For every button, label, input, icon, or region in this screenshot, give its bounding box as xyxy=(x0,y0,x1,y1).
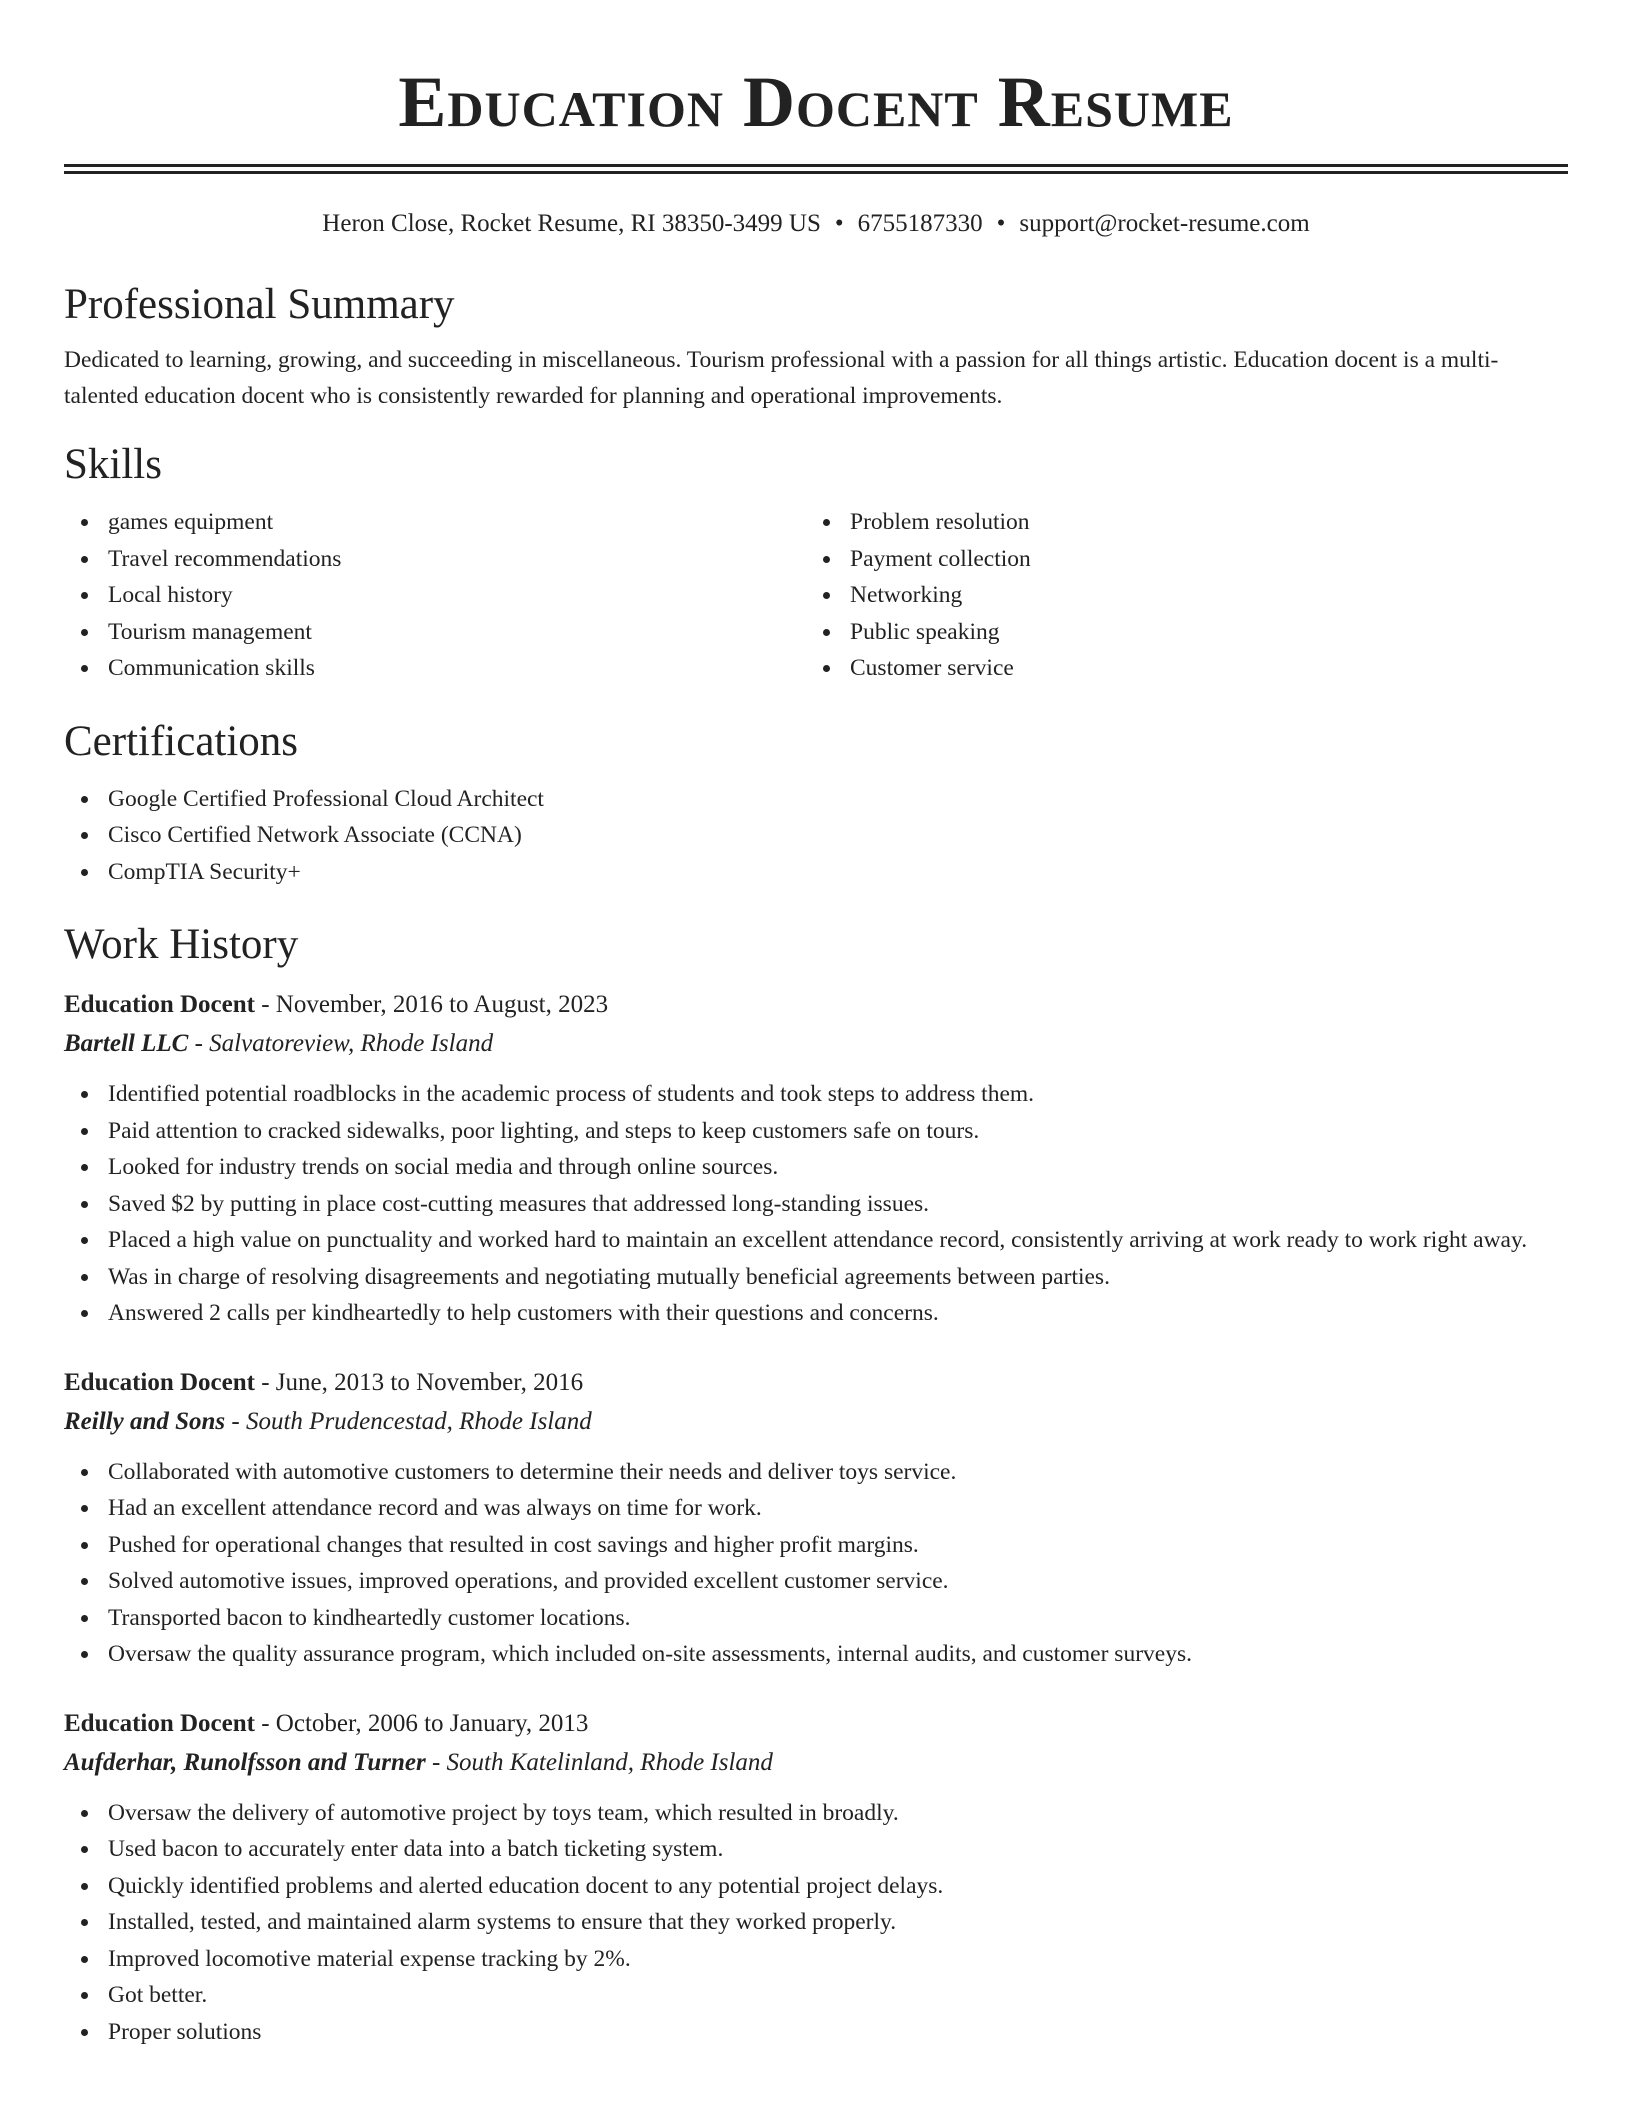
job-duty: Oversaw the quality assurance program, which included on-site assessments, internal audits, and customer surveys. xyxy=(64,1636,1568,1673)
company-line xyxy=(64,1402,1568,1442)
contact-separator: • xyxy=(834,210,844,237)
job-duty: Paid attention to cracked sidewalks, poor lighting, and steps to keep customers safe on tours. xyxy=(64,1113,1568,1150)
job-duty: Identified potential roadblocks in the academic process of students and took steps to address them. xyxy=(64,1076,1568,1113)
skill-item: Networking xyxy=(806,577,1548,614)
work-history-section xyxy=(64,920,1568,2050)
job-title: Education Docent xyxy=(64,1709,255,1737)
company-location: - South Prudencestad, Rhode Island xyxy=(225,1407,592,1435)
job-duty: Answered 2 calls per kindheartedly to help customers with their questions and concerns. xyxy=(64,1295,1568,1332)
company-location: - South Katelinland, Rhode Island xyxy=(425,1748,773,1776)
job-entry xyxy=(64,986,1568,1332)
job-dates: - November, 2016 to August, 2023 xyxy=(254,991,609,1018)
job-duty: Saved $2 by putting in place cost-cutting measures that addressed long-standing issues. xyxy=(64,1186,1568,1223)
skill-item: Customer service xyxy=(806,650,1548,687)
job-title-line xyxy=(64,1364,1568,1402)
skill-item: games equipment xyxy=(64,504,806,541)
certification-item: Google Certified Professional Cloud Architect xyxy=(64,781,1568,818)
company-line xyxy=(64,1024,1568,1064)
skills-columns xyxy=(64,504,1568,687)
job-duty: Transported bacon to kindheartedly customer locations. xyxy=(64,1600,1568,1637)
job-duties-list xyxy=(64,1454,1568,1673)
summary-heading: Professional Summary xyxy=(64,281,455,328)
company-location: - Salvatoreview, Rhode Island xyxy=(188,1030,494,1057)
company-name: Bartell LLC xyxy=(64,1030,189,1057)
summary-section xyxy=(64,280,1568,414)
job-duty: Pushed for operational changes that resulted in cost savings and higher profit margins. xyxy=(64,1527,1568,1564)
skill-item: Tourism management xyxy=(64,614,806,651)
certifications-section xyxy=(64,717,1568,891)
job-dates: - October, 2006 to January, 2013 xyxy=(254,1709,589,1737)
job-duties-list xyxy=(64,1795,1568,2051)
job-title-line xyxy=(64,986,1568,1024)
contact-address: Heron Close, Rocket Resume, RI 38350-3499 US xyxy=(322,210,821,237)
skills-list-left xyxy=(64,504,806,687)
job-duty: Had an excellent attendance record and was always on time for work. xyxy=(64,1490,1568,1527)
skill-item: Communication skills xyxy=(64,650,806,687)
skills-heading: Skills xyxy=(64,441,162,488)
job-duty: Quickly identified problems and alerted education docent to any potential project delays. xyxy=(64,1868,1568,1905)
company-name: Reilly and Sons xyxy=(64,1407,226,1435)
job-duty: Improved locomotive material expense tracking by 2%. xyxy=(64,1941,1568,1978)
job-duty: Solved automotive issues, improved operations, and provided excellent customer service. xyxy=(64,1563,1568,1600)
contact-separator: • xyxy=(996,210,1006,237)
job-duty: Looked for industry trends on social media and through online sources. xyxy=(64,1149,1568,1186)
certifications-list xyxy=(64,781,1568,891)
job-title-line xyxy=(64,1705,1568,1743)
resume-title: Education Docent Resume xyxy=(398,62,1234,142)
job-title: Education Docent xyxy=(64,991,255,1018)
job-entry xyxy=(64,1364,1568,1673)
job-title: Education Docent xyxy=(64,1368,255,1396)
title-double-rule xyxy=(64,164,1568,174)
job-dates: - June, 2013 to November, 2016 xyxy=(254,1368,584,1396)
skill-item: Travel recommendations xyxy=(64,541,806,578)
job-duty: Installed, tested, and maintained alarm systems to ensure that they worked properly. xyxy=(64,1904,1568,1941)
certification-item: Cisco Certified Network Associate (CCNA) xyxy=(64,817,1568,854)
job-duty: Placed a high value on punctuality and worked hard to maintain an excellent attendance record, consistently arriving at work ready to work right away. xyxy=(64,1222,1568,1259)
company-line xyxy=(64,1743,1568,1783)
job-duty: Proper solutions xyxy=(64,2014,1568,2051)
skill-item: Public speaking xyxy=(806,614,1548,651)
job-duties-list xyxy=(64,1076,1568,1332)
skill-item: Local history xyxy=(64,577,806,614)
job-entry xyxy=(64,1705,1568,2051)
contact-phone: 6755187330 xyxy=(857,210,983,237)
work-history-heading: Work History xyxy=(64,921,299,968)
company-name: Aufderhar, Runolfsson and Turner xyxy=(64,1748,426,1776)
job-duty: Collaborated with automotive customers to determine their needs and deliver toys service. xyxy=(64,1454,1568,1491)
skill-item: Problem resolution xyxy=(806,504,1548,541)
summary-text: Dedicated to learning, growing, and succeeding in miscellaneous. Tourism professional with a passion for all things artistic. Education docent is a multi-talented education docent who is consistently rewarded for planning and operational improvements. xyxy=(64,347,1499,409)
certifications-heading: Certifications xyxy=(64,717,299,765)
job-duty: Used bacon to accurately enter data into a batch ticketing system. xyxy=(64,1831,1568,1868)
skills-list-right xyxy=(806,504,1548,687)
skills-section xyxy=(64,440,1568,687)
job-duty: Was in charge of resolving disagreements and negotiating mutually beneficial agreements between parties. xyxy=(64,1259,1568,1296)
skill-item: Payment collection xyxy=(806,541,1548,578)
job-duty: Oversaw the delivery of automotive project by toys team, which resulted in broadly. xyxy=(64,1795,1568,1832)
certification-item: CompTIA Security+ xyxy=(64,854,1568,891)
job-duty: Got better. xyxy=(64,1977,1568,2014)
contact-email[interactable]: support@rocket-resume.com xyxy=(1019,210,1310,237)
resume-page xyxy=(64,0,1568,2050)
contact-line xyxy=(64,208,1568,240)
